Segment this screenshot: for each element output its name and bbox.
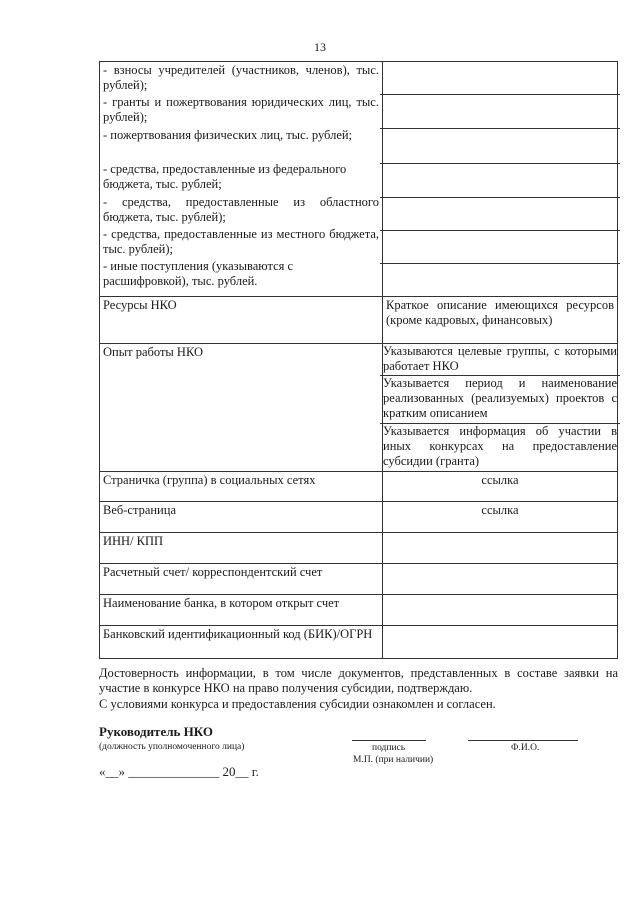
stamp-hint: М.П. (при наличии) [353,755,434,765]
social-link-value[interactable]: ссылка [383,472,618,502]
account-value-field[interactable] [383,564,618,595]
bik-label: Банковский идентификационный код (БИК)/ОГРН [100,626,383,659]
inn-value-field[interactable] [383,533,618,564]
income-item-federal-budget: - средства, предоставленные из федерального бюджета, тыс. рублей; [103,162,347,191]
resources-value: Краткое описание имеющихся ресурсов (кроме кадровых, финансовых) [383,297,618,344]
account-label: Расчетный счет/ корреспондентский счет [100,564,383,595]
income-item-regional-budget: - средства, предоставленные из областного бюджета, тыс. рублей); [103,195,379,224]
fio-line[interactable] [468,740,578,741]
resources-label: Ресурсы НКО [100,297,383,344]
account-row [100,564,618,595]
income-value-field[interactable] [380,129,620,164]
bank-row [100,595,618,626]
income-value-field[interactable] [380,95,620,129]
experience-contests: Указывается информация об участии в иных конкурсах на предоставление субсидии (гранта) [383,424,617,468]
social-label: Страничка (группа) в социальных сетях [100,472,383,502]
income-values-cell [383,62,618,297]
income-value-field[interactable] [380,231,620,264]
position-hint: (должность уполномоченного лица) [99,742,245,752]
income-value-field[interactable] [380,164,620,198]
income-value-field[interactable] [380,198,620,231]
web-row [100,502,618,533]
income-value-field[interactable] [380,264,620,296]
signature-line[interactable] [352,740,426,741]
experience-values-cell [383,344,618,472]
experience-target-groups: Указываются целевые группы, с которыми работает НКО [380,344,620,376]
page-number: 13 [314,40,326,54]
social-row [100,472,618,502]
income-item-local-budget: - средства, предоставленные из местного бюджета, тыс. рублей); [103,227,379,256]
agree-text: С условиями конкурса и предоставления субсидии ознакомлен и согласен. [99,697,496,711]
income-value-field[interactable] [380,62,620,95]
web-label: Веб-страница [100,502,383,533]
experience-row [100,344,618,472]
web-link-value[interactable]: ссылка [383,502,618,533]
resources-row [100,297,618,344]
income-item-legal-grants: - гранты и пожертвования юридических лиц, тыс. рублей); [103,95,379,124]
income-row [100,62,618,297]
income-item-individual-donations: - пожертвования физических лиц, тыс. рублей; [103,128,353,142]
bank-value-field[interactable] [383,595,618,626]
application-form-table [99,61,618,659]
bank-label: Наименование банка, в котором открыт счет [100,595,383,626]
attest-text: Достоверность информации, в том числе документов, представленных в составе заявки на участие в конкурсе НКО на право получения субсидии, подтверждаю. [99,666,618,695]
income-item-founders: - взносы учредителей (участников, членов), тыс. рублей); [103,63,379,92]
fio-hint: Ф.И.О. [511,743,540,753]
experience-label: Опыт работы НКО [100,344,383,472]
signature-hint: подпись [372,743,406,753]
income-items-cell [100,62,383,297]
signature-head-title: Руководитель НКО [99,724,213,739]
inn-row [100,533,618,564]
income-item-other: - иные поступления (указываются с расшифровкой), тыс. рублей. [103,259,294,288]
experience-projects: Указывается период и наименование реализованных (реализуемых) проектов с кратким описанием [380,376,620,424]
inn-label: ИНН/ КПП [100,533,383,564]
date-line[interactable]: «__» ______________ 20__ г. [99,764,259,779]
bik-value-field[interactable] [383,626,618,659]
bik-row [100,626,618,659]
